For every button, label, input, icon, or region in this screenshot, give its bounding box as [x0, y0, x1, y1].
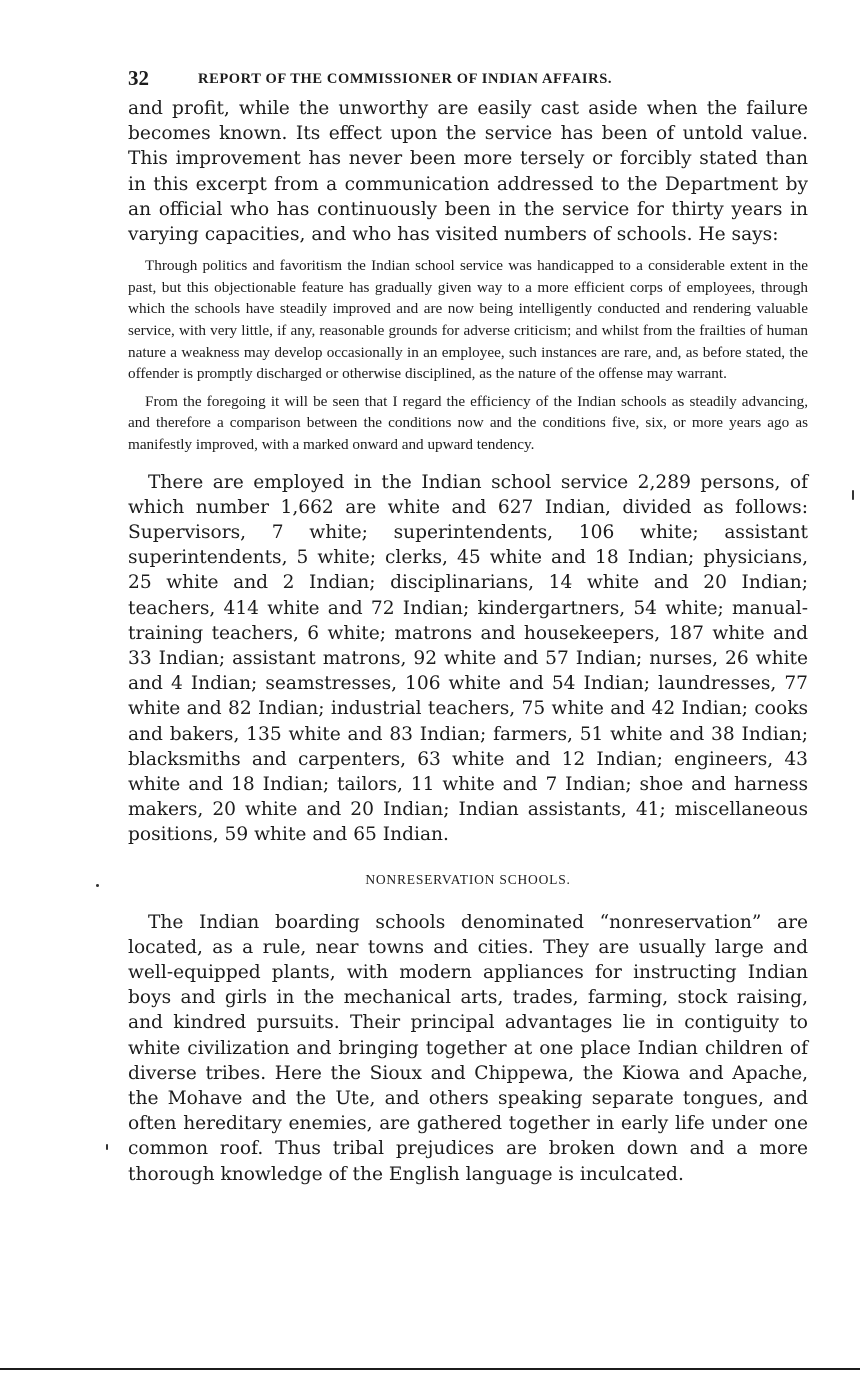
section-paragraph: The Indian boarding schools denominated “nonreservation” are located, as a rule, near towns and cities. They are usually large and well-equipped plants, with modern appliances for instructing Indian boys and girls in the mechanical arts, trades, farming, stock raising, and kindred pursuits. Their principal advantages lie in contiguity to white civilization and bringing together at one place Indian children of diverse tribes. Here the Sioux and Chippewa, the Kiowa and Apache, the Mohave and the Ute, and others speaking separate tongues, and often hereditary enemies, are gathered together in early life under one common roof. Thus tribal prejudices are broken down and a more thorough knowledge of the English language is inculcated.: [128, 911, 808, 1185]
quote-paragraph: Through politics and favoritism the Indian school service was handicapped to a considerable extent in the past, but this objectionable feature has gradually given way to a more efficient corps of employees, through which the schools have steadily improved and are now being intelligently conducted and rendering valuable service, with very little, if any, reasonable grounds for adverse criticism; and whilst from the frailties of human nature a weakness may develop occasionally in an employee, such instances are rare, and, as before stated, the offender is promptly discharged or otherwise disciplined, as the nature of the offense may warrant.: [128, 257, 808, 383]
scan-speck: [106, 1144, 108, 1150]
running-header: [128, 66, 808, 96]
page-number: 32: [128, 66, 149, 90]
quote-paragraph: From the foregoing it will be seen that I regard the efficiency of the Indian schools as steadily advancing, and therefore a comparison between the conditions now and the conditions five, six, or more years ago as manifestly improved, with a marked onward and upward tendency.: [128, 392, 808, 453]
scan-speck: [852, 490, 854, 500]
scan-speck: [96, 884, 99, 887]
employee-count-paragraph: There are employed in the Indian school service 2,289 persons, of which number 1,662 are white and 627 Indian, divided as follows: Supervisors, 7 white; superintendents, 106 white; assistant superintendents, 5 white; clerks, 45 white and 18 Indian; physicians, 25 white and 2 Indian; disciplinarians, 14 white and 20 Indian; teachers, 414 white and 72 Indian; kindergartners, 54 white; manual-training teachers, 6 white; matrons and housekeepers, 187 white and 33 Indian; assistant matrons, 92 white and 57 Indian; nurses, 26 white and 4 Indian; seamstresses, 106 white and 54 Indian; laundresses, 77 white and 82 Indian; industrial teachers, 75 white and 42 Indian; cooks and bakers, 135 white and 83 Indian; farmers, 51 white and 38 Indian; blacksmiths and carpenters, 63 white and 12 Indian; engineers, 43 white and 18 Indian; tailors, 11 white and 7 Indian; shoe and harness makers, 20 white and 20 Indian; Indian assistants, 41; miscellaneous positions, 59 white and 65 Indian.: [128, 471, 808, 846]
block-quote: [128, 255, 808, 455]
intro-paragraph: and profit, while the unworthy are easily cast aside when the failure becomes known. Its effect upon the service has been of untold value. This improvement has never been more tersely or forcibly stated than in this excerpt from a communication addressed to the Department by an official who has continuously been in the service for thirty years in varying capacities, and who has visited numbers of schools. He says:: [128, 98, 808, 246]
document-page: [128, 66, 808, 1187]
report-title: REPORT OF THE COMMISSIONER OF INDIAN AFFAIRS.: [198, 71, 613, 87]
section-heading: NONRESERVATION SCHOOLS.: [365, 871, 571, 887]
bottom-rule: [0, 1368, 860, 1370]
